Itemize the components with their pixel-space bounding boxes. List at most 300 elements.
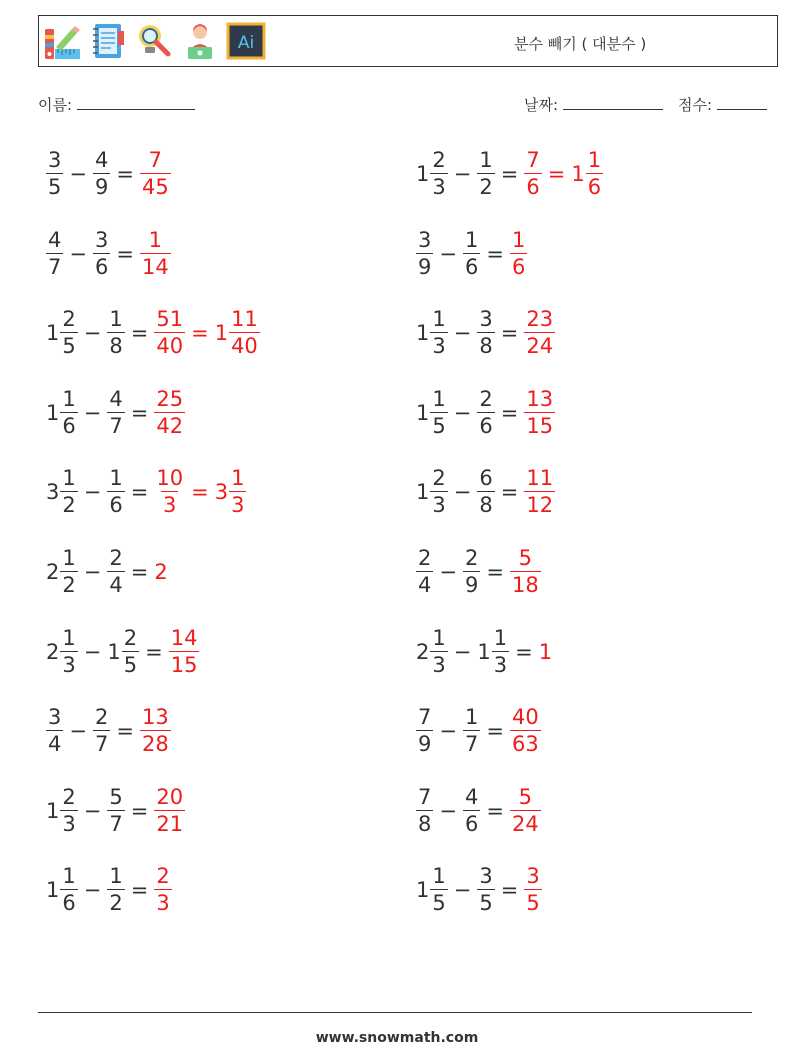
minuend-numerator: 1: [432, 864, 446, 889]
subtrahend: [107, 625, 139, 677]
equals-sign: =: [500, 162, 519, 186]
subtrahend-fraction: [463, 548, 480, 596]
answer: [140, 150, 171, 198]
name-line[interactable]: [77, 95, 195, 110]
subtrahend-numerator: 4: [94, 148, 109, 172]
answer-improper-denominator: 24: [526, 334, 554, 359]
minuend-fraction: [60, 309, 77, 357]
answer-improper-numerator: 5: [518, 784, 533, 809]
minuend-numerator: 2: [62, 307, 76, 332]
subtrahend-numerator: 4: [109, 386, 123, 411]
minuend: [46, 309, 78, 357]
minuend-denominator: 2: [62, 573, 76, 597]
subtrahend: [463, 784, 480, 836]
minuend: [416, 386, 448, 438]
minus-sign: −: [69, 241, 87, 266]
minuend: [46, 150, 63, 198]
minuend: [46, 227, 63, 279]
subtrahend: [477, 150, 494, 198]
problem-2: [416, 144, 603, 204]
answer-improper: [154, 866, 171, 914]
ruler-pencil-icon: [42, 21, 82, 61]
answer: [140, 227, 171, 279]
problem-13: [46, 622, 199, 682]
answer-improper-denominator: 42: [156, 413, 184, 438]
minuend: [416, 309, 448, 357]
answer-improper: [524, 150, 541, 198]
minuend-numerator: 3: [418, 227, 432, 252]
minus-sign: −: [453, 400, 472, 425]
subtrahend-denominator: 7: [94, 732, 109, 757]
subtrahend: [463, 227, 480, 279]
minuend-fraction: [416, 707, 433, 755]
score-line[interactable]: [717, 95, 767, 110]
subtrahend-fraction: [463, 227, 480, 279]
equals-sign: =: [130, 560, 149, 584]
answer-improper-numerator: 13: [141, 705, 169, 730]
minuend-whole: 1: [416, 400, 430, 425]
answer: [169, 625, 200, 677]
minus-sign: −: [83, 560, 102, 584]
minuend-denominator: 5: [62, 334, 76, 359]
minus-sign: −: [83, 878, 102, 903]
answer-mixed: [215, 468, 247, 516]
equals-sign: =: [500, 480, 519, 505]
name-label: 이름:: [38, 96, 73, 114]
ai-icon: [226, 21, 266, 61]
subtrahend-fraction: [463, 707, 480, 755]
minus-sign: −: [83, 400, 102, 425]
subtrahend-numerator: 1: [479, 148, 493, 172]
minuend-fraction: [60, 468, 77, 516]
subtrahend-fraction: [463, 784, 480, 836]
equals-sign: =: [116, 719, 134, 744]
answer-equals-sign: =: [547, 162, 566, 186]
answer-improper-fraction: [154, 866, 171, 914]
answer: [154, 560, 167, 584]
subtrahend: [93, 707, 110, 755]
answer-improper-fraction: [140, 150, 171, 198]
minuend-whole: 1: [46, 400, 60, 425]
minuend-numerator: 7: [418, 705, 432, 730]
minus-sign: −: [439, 719, 457, 744]
name-field[interactable]: [38, 94, 195, 115]
subtrahend-denominator: 7: [464, 732, 479, 757]
answer-improper-denominator: 15: [170, 652, 198, 677]
problem-10: [416, 462, 555, 522]
answer-improper-numerator: 3: [526, 864, 540, 889]
answer-improper-denominator: 45: [141, 175, 169, 199]
minuend-fraction: [60, 866, 77, 914]
minuend-whole: 2: [416, 639, 430, 664]
answer: [154, 784, 185, 836]
minus-sign: −: [453, 321, 472, 346]
subtrahend-fraction: [107, 309, 124, 357]
minuend-denominator: 5: [432, 413, 446, 438]
answer-improper: [154, 468, 185, 516]
answer-improper-denominator: 15: [526, 413, 554, 438]
minuend-fraction: [416, 548, 433, 596]
equals-sign: =: [130, 321, 149, 346]
answer-whole: 2: [154, 560, 168, 584]
answer: [510, 227, 527, 279]
answer-improper: [140, 150, 171, 198]
answer-whole: 1: [538, 639, 553, 664]
problem-9: [46, 462, 246, 522]
problem-4: [416, 224, 527, 284]
subtrahend-denominator: 7: [109, 413, 123, 438]
subtrahend-fraction: [477, 468, 494, 516]
answer-mixed: [571, 150, 603, 198]
answer: [154, 468, 246, 516]
problem-8: [416, 383, 555, 443]
answer-improper: [524, 386, 555, 438]
answer: [510, 548, 541, 596]
answer-improper-numerator: 5: [518, 546, 533, 570]
answer-improper-fraction: [510, 784, 541, 836]
subtrahend-fraction: [107, 784, 124, 836]
minuend-denominator: 3: [432, 493, 446, 518]
answer-improper-denominator: 6: [511, 254, 526, 279]
answer-improper-fraction: [140, 707, 171, 755]
minuend-numerator: 2: [62, 784, 76, 809]
minus-sign: −: [453, 162, 472, 186]
subtrahend: [93, 227, 110, 279]
answer-improper: [510, 707, 541, 755]
answer: [524, 309, 555, 357]
answer: [524, 386, 555, 438]
answer-improper-numerator: 7: [526, 148, 540, 172]
minuend-numerator: 3: [48, 705, 62, 730]
answer-improper-fraction: [524, 866, 541, 914]
subtrahend-numerator: 3: [479, 864, 493, 889]
subtrahend-denominator: 5: [479, 891, 493, 916]
date-line[interactable]: [563, 95, 663, 110]
minus-sign: −: [439, 241, 457, 266]
minuend: [46, 386, 78, 438]
minuend-whole: 1: [416, 480, 430, 505]
answer-improper-fraction: [524, 386, 555, 438]
subtrahend-fraction: [477, 150, 494, 198]
subtrahend-denominator: 6: [464, 254, 479, 279]
minuend-whole: 1: [416, 878, 430, 903]
answer-improper-fraction: [524, 468, 555, 516]
problem-3: [46, 224, 171, 284]
subtrahend-denominator: 2: [109, 891, 123, 916]
answer-improper-fraction: [154, 386, 185, 438]
minus-sign: −: [83, 321, 102, 346]
answer-mixed: [215, 309, 260, 357]
minuend-whole: 2: [46, 639, 60, 664]
subtrahend: [107, 468, 124, 516]
minuend-denominator: 3: [432, 652, 446, 677]
date-field[interactable]: [524, 94, 663, 115]
minuend-whole: 1: [46, 321, 60, 346]
minuend-denominator: 6: [62, 891, 76, 916]
equals-sign: =: [515, 639, 533, 664]
minuend-whole: 1: [46, 798, 60, 823]
minuend-numerator: 3: [48, 148, 62, 172]
answer-improper-denominator: 12: [526, 493, 554, 518]
svg-text:Ai: Ai: [237, 33, 255, 53]
problem-20: [416, 860, 542, 920]
answer-improper-denominator: 6: [526, 175, 540, 199]
answer-mixed-denominator: 3: [231, 493, 245, 518]
subtrahend-fraction: [107, 866, 124, 914]
answer-improper: [510, 784, 541, 836]
answer-improper: [524, 468, 555, 516]
answer-improper: [524, 866, 541, 914]
equals-sign: =: [145, 639, 163, 664]
minuend-fraction: [46, 150, 63, 198]
answer-improper: [510, 227, 527, 279]
minuend-denominator: 5: [48, 175, 62, 199]
minuend: [46, 625, 78, 677]
answer-improper-fraction: [510, 548, 541, 596]
answer-mixed-numerator: 1: [231, 466, 245, 491]
answer-improper-denominator: 5: [526, 891, 540, 916]
problem-1: [46, 144, 171, 204]
minus-sign: −: [453, 878, 472, 903]
minus-sign: −: [453, 480, 472, 505]
notebook-icon: [88, 21, 128, 61]
subtrahend-numerator: 1: [109, 307, 123, 332]
answer-improper-numerator: 14: [170, 625, 198, 650]
subtrahend-fraction: [93, 150, 110, 198]
minuend-fraction: [430, 150, 447, 198]
minuend-denominator: 3: [432, 175, 446, 199]
minuend: [46, 866, 78, 914]
answer-improper-numerator: 23: [526, 307, 554, 332]
subtrahend-fraction: [107, 468, 124, 516]
answer: [510, 707, 541, 755]
answer-improper-fraction: [154, 468, 185, 516]
subtrahend-numerator: 1: [464, 705, 479, 730]
subtrahend-numerator: 2: [123, 625, 138, 650]
minus-sign: −: [69, 719, 87, 744]
minuend-numerator: 2: [418, 546, 432, 570]
minuend-fraction: [430, 468, 447, 516]
subtrahend-denominator: 5: [123, 652, 138, 677]
answer-equals-sign: =: [191, 321, 209, 346]
subtrahend-whole: 1: [107, 639, 121, 664]
minuend-numerator: 2: [432, 148, 446, 172]
subtrahend: [463, 548, 480, 596]
subtrahend-numerator: 6: [479, 466, 493, 491]
subtrahend: [477, 866, 494, 914]
subtrahend-denominator: 2: [479, 175, 493, 199]
subtrahend-denominator: 4: [109, 573, 123, 597]
minuend-denominator: 3: [62, 811, 76, 836]
answer: [524, 468, 555, 516]
answer-improper-denominator: 63: [511, 732, 539, 757]
score-field[interactable]: [678, 94, 767, 115]
subtrahend-fraction: [477, 866, 494, 914]
answer-mixed-whole: 3: [214, 480, 229, 505]
answer-improper-fraction: [154, 309, 185, 357]
answer-improper: [154, 309, 185, 357]
problem-18: [416, 781, 541, 841]
subtrahend: [107, 386, 124, 438]
answer-equals-sign: =: [191, 480, 209, 505]
subtrahend-denominator: 6: [479, 413, 493, 438]
answer-improper-fraction: [524, 309, 555, 357]
subtrahend-denominator: 6: [109, 493, 123, 518]
minuend-fraction: [430, 866, 447, 914]
answer-improper-numerator: 1: [511, 227, 526, 252]
subtrahend-denominator: 8: [479, 334, 493, 359]
minuend-numerator: 1: [432, 307, 446, 332]
subtrahend: [107, 866, 124, 914]
answer-improper-numerator: 40: [511, 705, 539, 730]
minuend-numerator: 1: [432, 386, 446, 411]
subtrahend: [477, 625, 509, 677]
answer-mixed-numerator: 1: [587, 148, 602, 172]
minuend-numerator: 7: [418, 784, 432, 809]
footer-site: www.snowmath.com: [315, 1030, 479, 1046]
subtrahend-denominator: 7: [109, 811, 123, 836]
equals-sign: =: [130, 480, 149, 505]
minuend-numerator: 1: [432, 625, 446, 650]
answer-improper: [154, 784, 185, 836]
minuend-whole: 1: [416, 321, 430, 346]
worksheet-header: [38, 15, 778, 67]
minuend-fraction: [416, 227, 433, 279]
subtrahend-denominator: 6: [464, 811, 479, 836]
minuend-numerator: 1: [62, 466, 76, 491]
answer-improper-denominator: 18: [511, 573, 539, 597]
minus-sign: −: [83, 798, 102, 823]
answer-improper-fraction: [524, 150, 541, 198]
minuend-fraction: [46, 707, 63, 755]
answer-improper-denominator: 28: [141, 732, 169, 757]
equals-sign: =: [116, 241, 134, 266]
subtrahend-numerator: 5: [109, 784, 123, 809]
subtrahend-numerator: 3: [94, 227, 109, 252]
subtrahend-fraction: [93, 707, 110, 755]
answer-improper-numerator: 25: [156, 386, 184, 411]
answer-improper: [154, 386, 185, 438]
minuend-numerator: 1: [62, 625, 76, 650]
subtrahend: [477, 386, 494, 438]
equals-sign: =: [130, 798, 149, 823]
minuend-denominator: 6: [62, 413, 76, 438]
subtrahend-denominator: 6: [94, 254, 109, 279]
minuend-denominator: 2: [62, 493, 76, 518]
problem-17: [46, 781, 185, 841]
problem-7: [46, 383, 185, 443]
subtrahend-fraction: [107, 548, 124, 596]
header-icons: [42, 21, 266, 61]
minus-sign: −: [439, 798, 457, 823]
answer-improper-fraction: [510, 227, 527, 279]
answer-improper-fraction: [140, 227, 171, 279]
subtrahend-fraction: [477, 386, 494, 438]
problem-16: [416, 701, 541, 761]
minuend-denominator: 9: [418, 254, 432, 279]
minuend-whole: 1: [46, 878, 60, 903]
equals-sign: =: [116, 162, 134, 186]
magnifier-bulb-icon: [134, 21, 174, 61]
subtrahend-numerator: 3: [479, 307, 493, 332]
answer-improper-denominator: 40: [156, 334, 184, 359]
subtrahend-numerator: 2: [479, 386, 493, 411]
answer-improper-numerator: 1: [148, 227, 163, 252]
footer-divider: [38, 1012, 752, 1013]
equals-sign: =: [486, 560, 504, 584]
minuend: [416, 625, 448, 677]
answer-improper: [140, 227, 171, 279]
subtrahend-numerator: 2: [94, 705, 109, 730]
equals-sign: =: [130, 400, 149, 425]
subtrahend-fraction: [93, 227, 110, 279]
answer-improper-numerator: 7: [148, 148, 163, 172]
minuend: [46, 784, 78, 836]
answer-improper-fraction: [510, 707, 541, 755]
equals-sign: =: [500, 878, 519, 903]
subtrahend: [107, 784, 124, 836]
answer-improper-fraction: [154, 784, 185, 836]
minuend-numerator: 2: [432, 466, 446, 491]
subtrahend-fraction: [492, 625, 509, 677]
minuend-fraction: [60, 784, 77, 836]
subtrahend-numerator: 1: [109, 466, 123, 491]
answer-improper: [169, 625, 200, 677]
answer-improper-numerator: 11: [526, 466, 554, 491]
minus-sign: −: [453, 639, 472, 664]
subtrahend: [463, 707, 480, 755]
answer-improper-denominator: 3: [163, 493, 177, 518]
minus-sign: −: [439, 560, 457, 584]
subtrahend: [477, 309, 494, 357]
minus-sign: −: [83, 639, 102, 664]
answer: [510, 784, 541, 836]
answer-improper: [140, 707, 171, 755]
equals-sign: =: [130, 878, 149, 903]
subtrahend-denominator: 9: [464, 573, 479, 597]
minuend-numerator: 4: [48, 227, 62, 252]
answer-mixed-whole: 1: [571, 162, 585, 186]
minus-sign: −: [83, 480, 102, 505]
minuend-fraction: [60, 548, 77, 596]
minuend-denominator: 4: [48, 732, 62, 757]
subtrahend-fraction: [107, 386, 124, 438]
minuend-denominator: 3: [432, 334, 446, 359]
answer-improper-denominator: 24: [511, 811, 539, 836]
equals-sign: =: [486, 798, 504, 823]
minuend: [416, 150, 448, 198]
minuend-denominator: 4: [418, 573, 432, 597]
answer-improper-fraction: [169, 625, 200, 677]
answer-improper-numerator: 13: [526, 386, 554, 411]
answer-improper-denominator: 21: [156, 811, 184, 836]
minuend-fraction: [60, 625, 77, 677]
answer-improper-numerator: 2: [156, 864, 170, 889]
subtrahend-denominator: 8: [109, 334, 123, 359]
answer-mixed-numerator: 11: [231, 307, 258, 332]
minuend-denominator: 5: [432, 891, 446, 916]
minuend-numerator: 1: [62, 546, 76, 570]
answer: [154, 866, 171, 914]
minuend-numerator: 1: [62, 864, 76, 889]
subtrahend-numerator: 1: [464, 227, 479, 252]
subtrahend-fraction: [122, 625, 139, 677]
minuend-fraction: [430, 625, 447, 677]
subtrahend-numerator: 2: [464, 546, 479, 570]
subtrahend-whole: 1: [477, 639, 491, 664]
answer: [539, 640, 552, 664]
problem-5: [46, 303, 260, 363]
